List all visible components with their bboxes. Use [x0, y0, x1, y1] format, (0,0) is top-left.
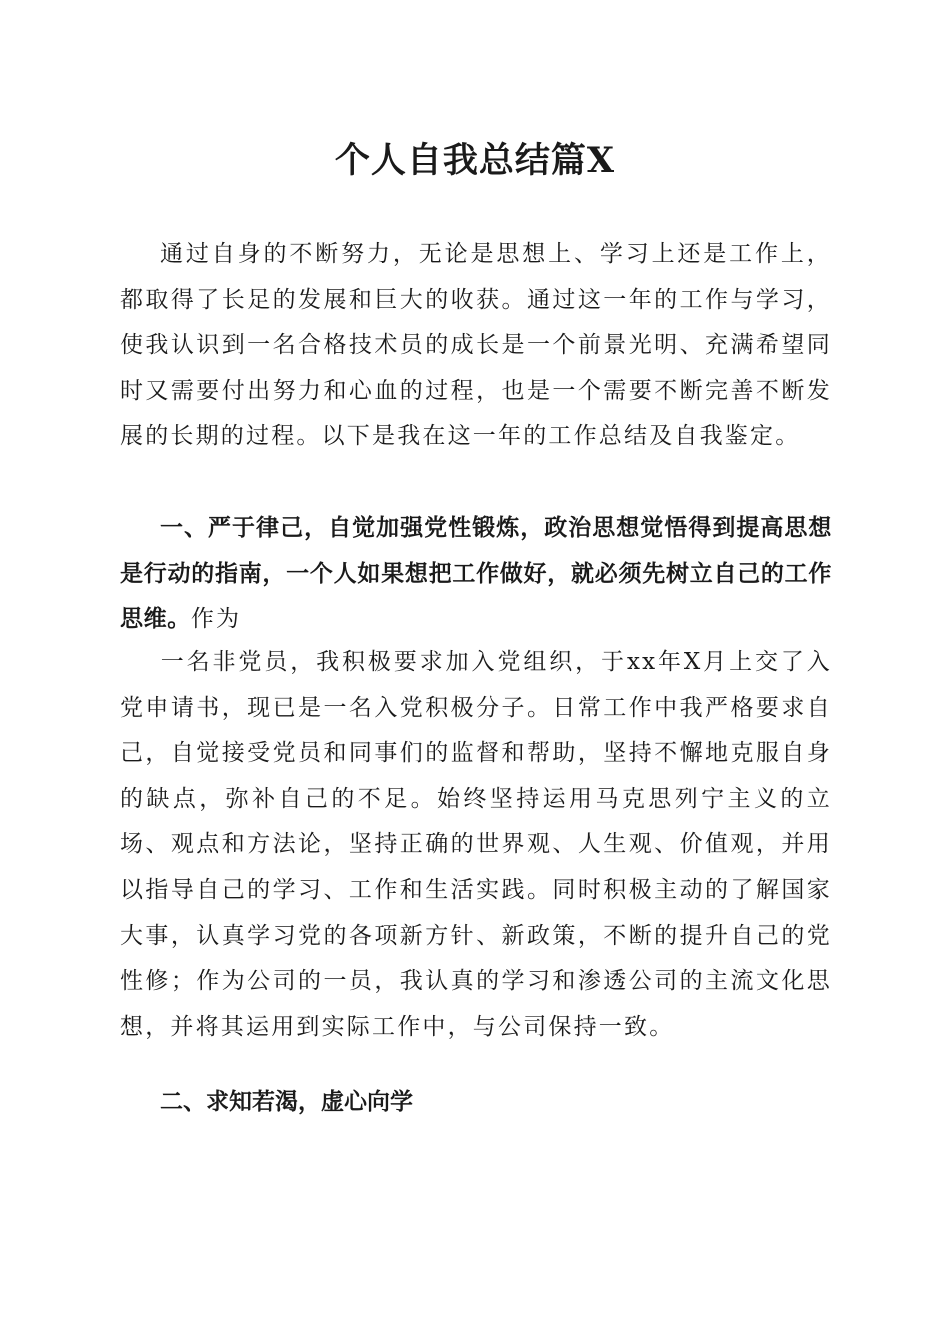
section2-heading: 二、求知若渴，虚心向学	[160, 1089, 413, 1115]
intro-paragraph: 通过自身的不断努力，无论是思想上、学习上还是工作上，都取得了长足的发展和巨大的收获。通过这一年的工作与学习，使我认识到一名合格技术员的成长是一个前景光明、充满希望同时又需要付出努力和心血的过程，也是一个需要不断完善不断发展的长期的过程。以下是我在这一年的工作总结及自我鉴定。	[120, 241, 832, 450]
section1-paragraph	[120, 506, 832, 643]
document-title: 个人自我总结篇X	[334, 140, 616, 181]
section1-heading: 一、严于律己，自觉加强党性锻炼，政治思想觉悟得到提高思想是行动的指南，一个人如果想把工作做好，就必须先树立自己的工作思维。	[120, 515, 832, 633]
section1-body-paragraph	[120, 640, 832, 1050]
section1-heading-tail: 作为	[190, 606, 242, 633]
section1-body-text: 一名非党员，我积极要求加入党组织，于xx年X月上交了入党申请书，现已是一名入党积极分子。日常工作中我严格要求自己，自觉接受党员和同事们的监督和帮助，坚持不懈地克服自身的缺点，弥补自己的不足。始终坚持运用马克思列宁主义的立场、观点和方法论，坚持正确的世界观、人生观、价值观，并用以指导自己的学习、工作和生活实践。同时积极主动的了解国家大事，认真学习党的各项新方针、新政策，不断的提升自己的党性修；作为公司的一员，我认真的学习和渗透公司的主流文化思想，并将其运用到实际工作中，与公司保持一致。	[120, 649, 832, 1040]
